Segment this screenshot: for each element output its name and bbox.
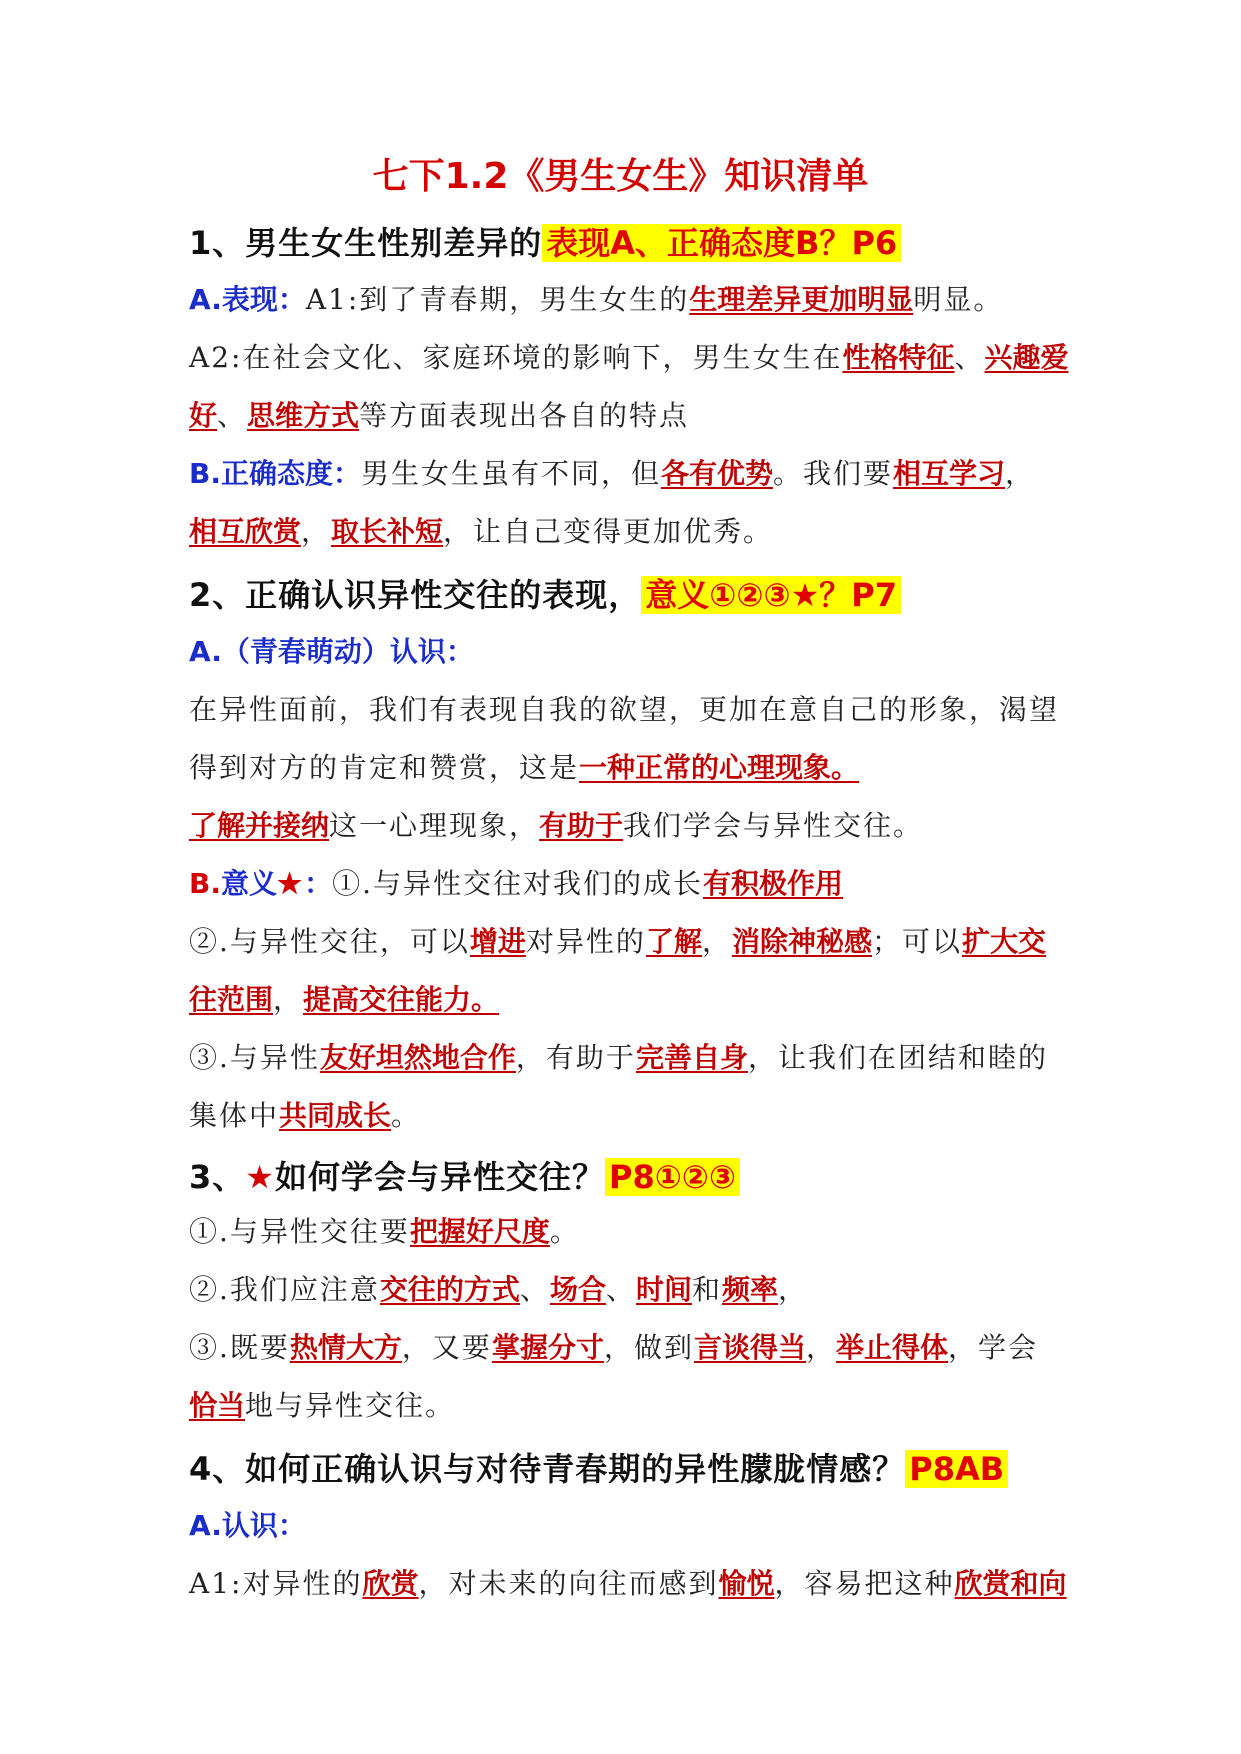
- s1-b-line-2: 相互欣赏，取长补短，让自己变得更加优秀。: [189, 515, 774, 548]
- key-term: 增进: [469, 925, 526, 958]
- s3-item-3: ③.既要热情大方，又要掌握分寸，做到言谈得当，举止得体，学会: [189, 1331, 1039, 1364]
- s2-b-prefix: B.: [189, 867, 221, 900]
- s3-item-1: ①.与异性交往要把握好尺度。: [189, 1215, 580, 1248]
- key-term: 往范围: [189, 983, 274, 1016]
- key-term: 了解并接纳: [189, 809, 330, 842]
- key-term: 好: [189, 399, 218, 432]
- s1-b-label: B.正确态度：: [189, 457, 361, 490]
- key-term: 友好坦然地合作: [319, 1041, 516, 1074]
- key-term: 各有优势: [661, 457, 774, 490]
- key-term: 掌握分寸: [491, 1331, 604, 1364]
- key-term: 取长补短: [331, 515, 444, 548]
- s2-b2-line-2: 往范围，提高交往能力。: [189, 983, 500, 1016]
- s1-b-line: B.正确态度：男生女生虽有不同，但各有优势。我们要相互学习，: [189, 457, 1036, 490]
- s2-a-text-1: 在异性面前，我们有表现自我的欲望，更加在意自己的形象，渴望: [189, 693, 1060, 726]
- section-3-heading: 3、★如何学会与异性交往？ P8①②③: [189, 1152, 1069, 1198]
- key-term: 共同成长: [279, 1099, 392, 1132]
- s1-a1-line: A.表现：A1:到了青春期，男生女生的生理差异更加明显明显。: [189, 283, 1004, 316]
- s1-a2-line-2: 好、思维方式等方面表现出各自的特点: [189, 399, 690, 432]
- key-term: 有助于: [539, 809, 624, 842]
- key-term: 生理差异更加明显: [689, 283, 914, 316]
- s1-a2-line: A2:在社会文化、家庭环境的影响下，男生女生在性格特征、兴趣爱: [189, 341, 1069, 374]
- key-term: 恰当: [189, 1389, 246, 1422]
- key-term: 一种正常的心理现象。: [579, 751, 860, 784]
- s2-b-label: 意义: [220, 867, 277, 900]
- s1-a-label: A.表现：: [189, 283, 306, 316]
- section-4-heading: 4、如何正确认识与对待青春期的异性朦胧情感？ P8AB: [189, 1444, 1069, 1490]
- key-term: 相互学习: [893, 457, 1006, 490]
- s2-b1-line: B.意义★：①.与异性交往对我们的成长有积极作用: [189, 867, 844, 900]
- star-icon: ★: [245, 1158, 275, 1196]
- key-term: 提高交往能力。: [303, 983, 500, 1016]
- key-term: 愉悦: [718, 1567, 775, 1600]
- s2-b3-line-2: 集体中共同成长。: [189, 1099, 422, 1132]
- section-2-heading: 2、正确认识异性交往的表现， 意义①②③★？P7: [189, 570, 1069, 616]
- s3-item-3-line-2: 恰当地与异性交往。: [189, 1389, 456, 1422]
- key-term: 欣赏和向: [954, 1567, 1067, 1600]
- s2-a-label: A.（青春萌动）认识：: [189, 635, 474, 668]
- key-term: 时间: [635, 1273, 692, 1306]
- section-2-highlight: 意义①②③★？P7: [641, 576, 901, 614]
- key-term: 热情大方: [289, 1331, 402, 1364]
- key-term: 了解: [645, 925, 702, 958]
- s3-item-2: ②.我们应注意交往的方式、场合、时间和频率，: [189, 1273, 809, 1306]
- key-term: 言谈得当: [693, 1331, 806, 1364]
- section-1-highlight: 表现A、正确态度B？P6: [542, 224, 901, 262]
- page-title: 七下1.2《男生女生》知识清单: [372, 156, 869, 197]
- key-term: 交往的方式: [379, 1273, 520, 1306]
- key-term: 把握好尺度: [409, 1215, 550, 1248]
- key-term: 举止得体: [836, 1331, 949, 1364]
- key-term: 兴趣爱: [984, 341, 1069, 374]
- s4-a-label: A.认识：: [189, 1509, 306, 1542]
- section-3-highlight: P8①②③: [605, 1158, 740, 1196]
- s4-a-label-line: [189, 1504, 1069, 1544]
- s2-a-text-3: 了解并接纳这一心理现象，有助于我们学会与异性交往。: [189, 809, 924, 842]
- key-term: 消除神秘感: [731, 925, 872, 958]
- key-term: 有积极作用: [703, 867, 844, 900]
- key-term: 扩大交: [962, 925, 1047, 958]
- s2-a-text-2: 得到对方的肯定和赞赏，这是一种正常的心理现象。: [189, 751, 860, 784]
- section-4-highlight: P8AB: [905, 1450, 1008, 1488]
- s4-a1-line: A1:对异性的欣赏，对未来的向往而感到愉悦，容易把这种欣赏和向: [189, 1567, 1067, 1600]
- key-term: 完善自身: [635, 1041, 748, 1074]
- key-term: 性格特征: [842, 341, 955, 374]
- key-term: 欣赏: [362, 1567, 419, 1600]
- key-term: 思维方式: [247, 399, 360, 432]
- key-term: 频率: [722, 1273, 779, 1306]
- key-term: 相互欣赏: [189, 515, 302, 548]
- section-1-heading: 1、男生女生性别差异的 表现A、正确态度B？P6: [189, 218, 1069, 264]
- s2-b3-line: ③.与异性友好坦然地合作，有助于完善自身，让我们在团结和睦的: [189, 1041, 1048, 1074]
- s2-b2-line: ②.与异性交往，可以增进对异性的了解，消除神秘感；可以扩大交: [189, 925, 1047, 958]
- star-icon: ★: [277, 867, 305, 900]
- s2-a-label-line: [189, 630, 1069, 670]
- key-term: 场合: [549, 1273, 606, 1306]
